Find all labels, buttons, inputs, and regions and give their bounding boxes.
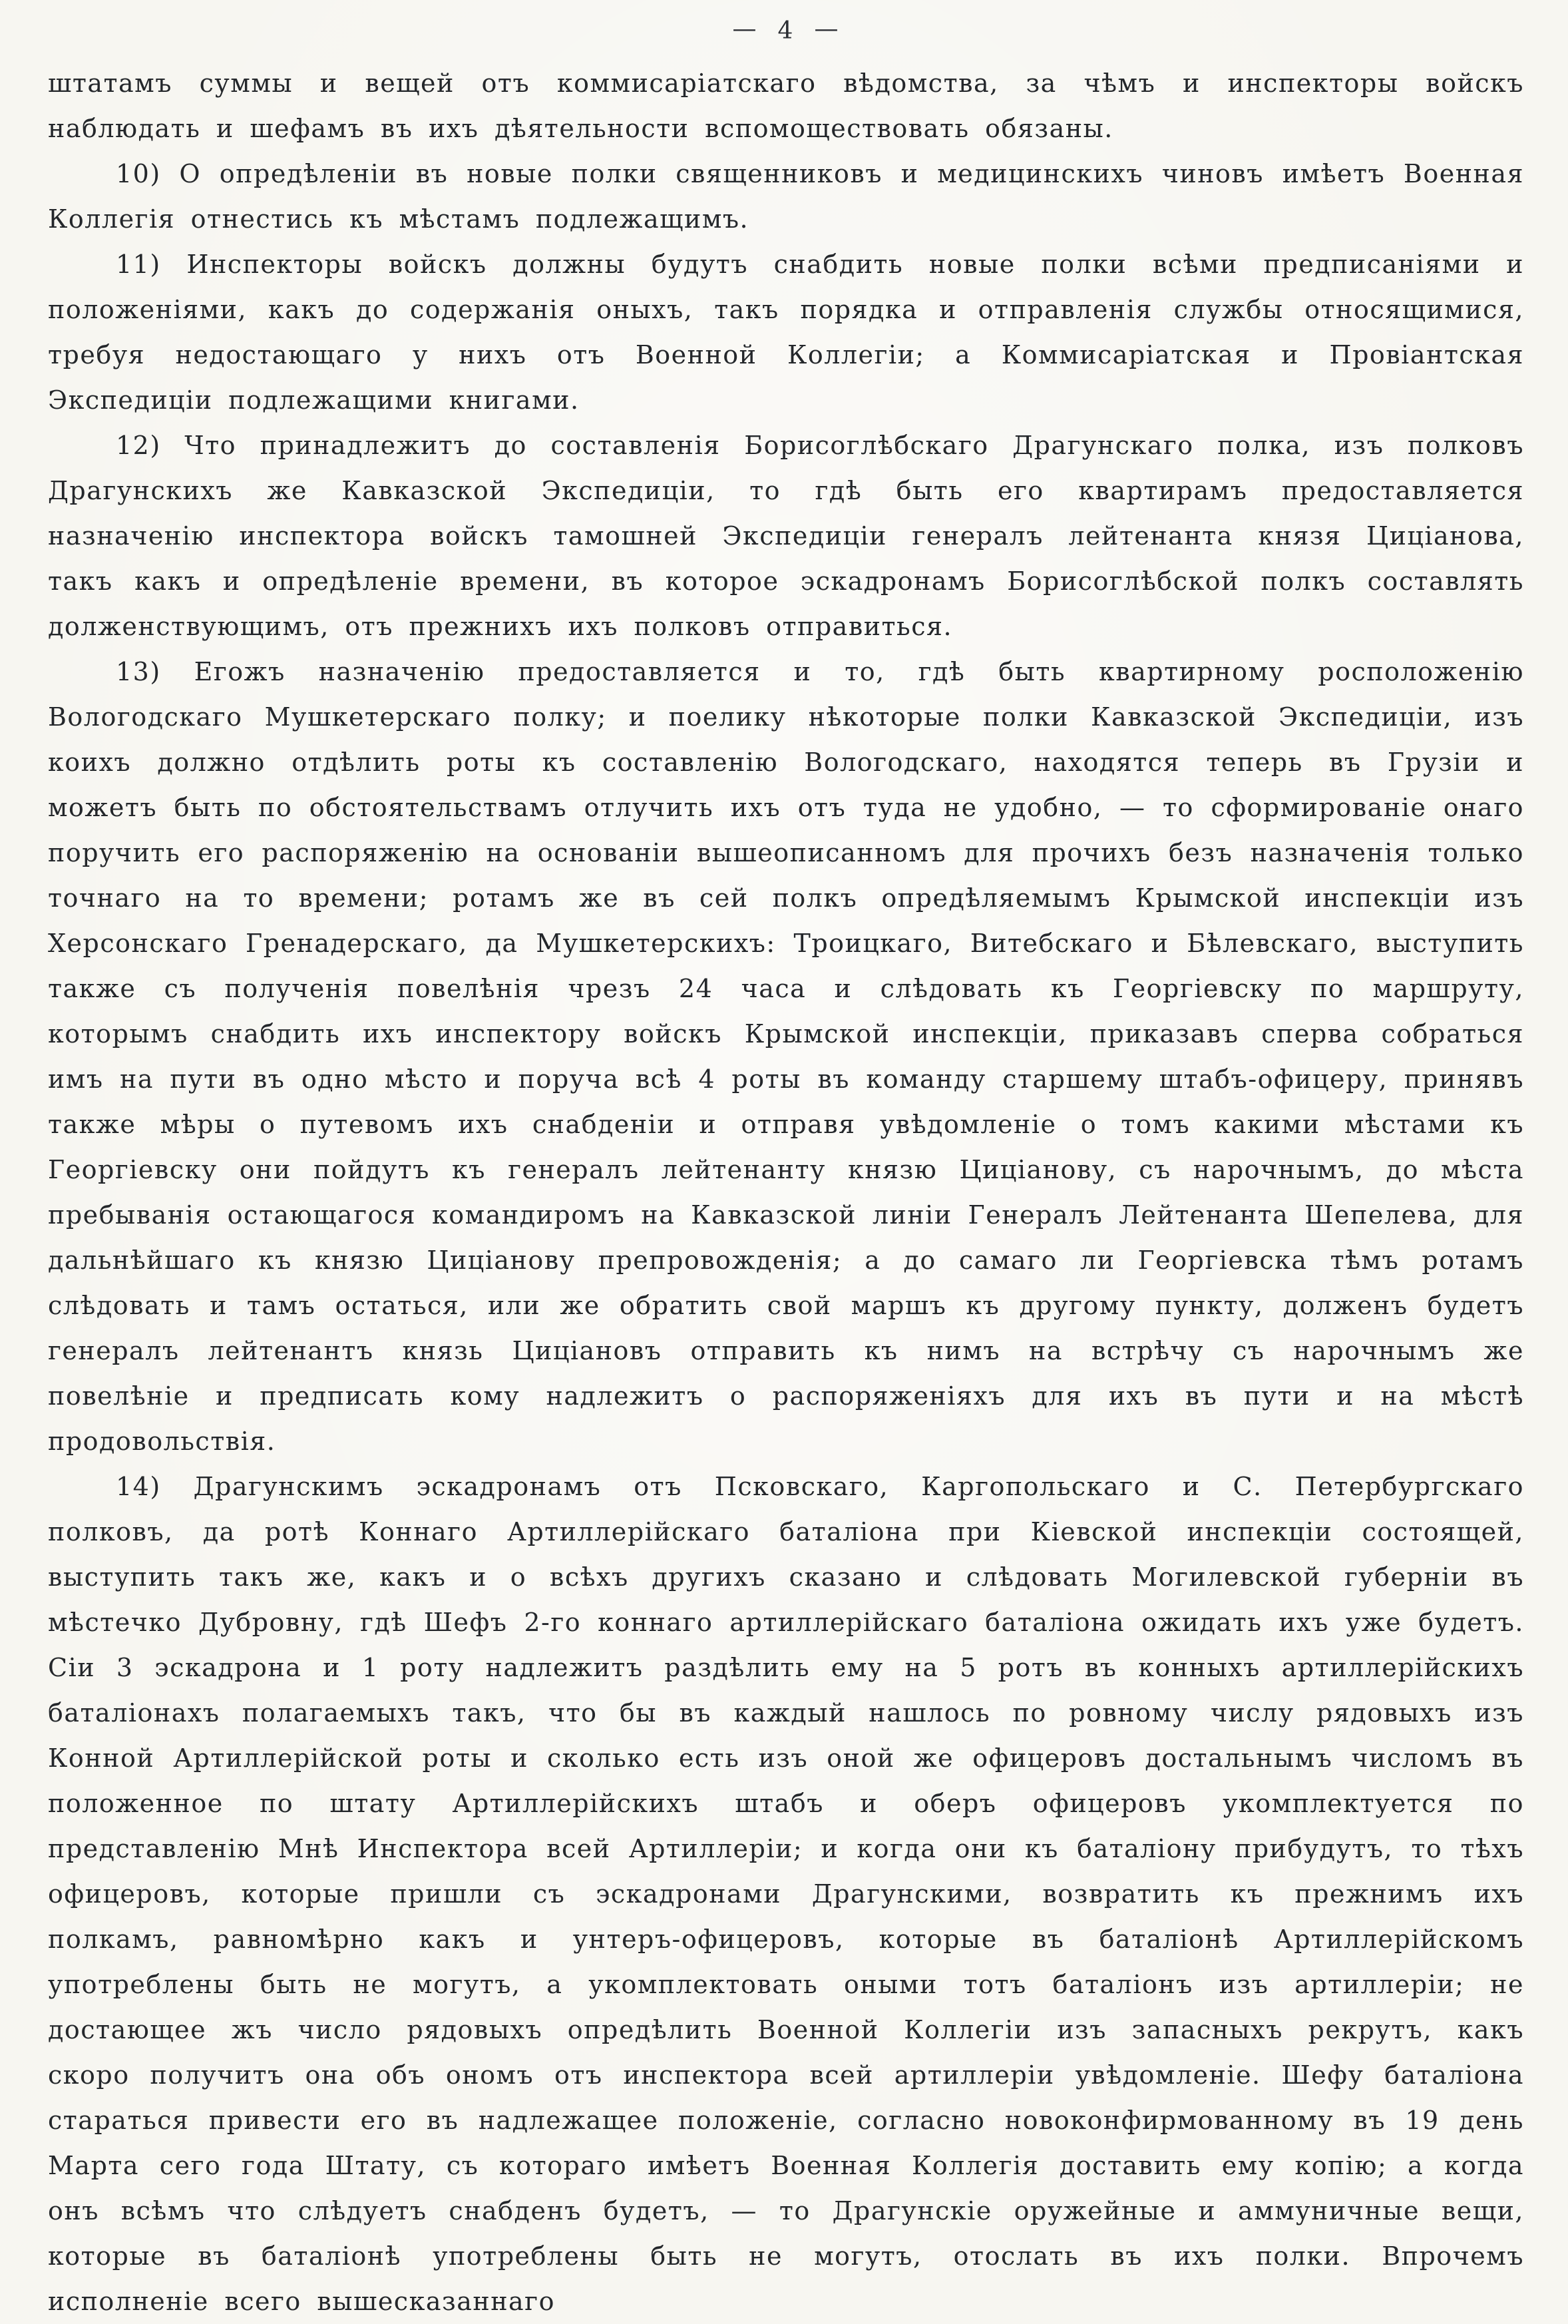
paragraph-item-14: 14) Драгунскимъ эскадронамъ отъ Псковскаго, Каргопольскаго и С. Петербургскаго полковъ, да ротѣ Коннаго Артиллерійскаго баталіона при Кіевской инспекціи состоящей, выступить такъ же, какъ и о всѣхъ другихъ сказано и слѣдовать Могилевской губерніи въ мѣстечко Дубровну, гдѣ Шефъ 2-го коннаго артиллерійскаго баталіона ожидать ихъ уже будетъ. Сіи 3 эскадрона и 1 роту надлежитъ раздѣлить ему на 5 ротъ въ конныхъ артиллерійскихъ баталіонахъ полагаемыхъ такъ, что бы въ каждый нашлось по ровному числу рядовыхъ изъ Конной Артиллерійской роты и сколько есть изъ оной же офицеровъ достальнымъ числомъ въ положенное по штату Артиллерійскихъ штабъ и оберъ офицеровъ укомплектуется по представленію Мнѣ Инспектора всей Артиллеріи; и когда они къ баталіону прибудутъ, то тѣхъ офицеровъ, которые пришли съ эскадронами Драгунскими, возвратить къ прежнимъ ихъ полкамъ, равномѣрно какъ и унтеръ-офицеровъ, которые въ баталіонѣ Артиллерійскомъ употреблены быть не могутъ, а укомплектовать оными тотъ баталіонъ изъ артиллеріи; не достающее жъ число рядовыхъ опредѣлить Военной Коллегіи изъ запасныхъ рекрутъ, какъ скоро получитъ она объ ономъ отъ инспектора всей артиллеріи увѣдомленіе. Шефу баталіона стараться привести его въ надлежащее положеніе, согласно новоконфирмованному въ 19 день Марта сего года Штату, съ котораго имѣетъ Военная Коллегія доставить ему копію; а когда онъ всѣмъ что слѣдуетъ снабденъ будетъ, — то Драгунскіе оружейные и аммуничные вещи, которые въ баталіонѣ употреблены быть не могутъ, отослать въ ихъ полки. Впрочемъ исполненіе всего вышесказаннаго xyxy=(48,1472,1524,2316)
page-body xyxy=(48,61,1524,2324)
page-header xyxy=(48,17,1524,45)
paragraph-item-13: 13) Егожъ назначенію предоставляется и то, гдѣ быть квартирному росположенію Вологодскаго Мушкетерскаго полку; и поелику нѣкоторые полки Кавказской Экспедиціи, изъ коихъ должно отдѣлить роты къ составленію Вологодскаго, находятся теперь въ Грузіи и можетъ быть по обстоятельствамъ отлучить ихъ отъ туда не удобно, — то сформированіе онаго поручить его распоряженію на основаніи вышеописанномъ для прочихъ безъ назначенія только точнаго на то времени; ротамъ же въ сей полкъ опредѣляемымъ Крымской инспекціи изъ Херсонскаго Гренадерскаго, да Мушкетерскихъ: Троицкаго, Витебскаго и Бѣлевскаго, выступить также съ полученія повелѣнія чрезъ 24 часа и слѣдовать къ Георгіевску по маршруту, которымъ снабдить ихъ инспектору войскъ Крымской инспекціи, приказавъ сперва собраться имъ на пути въ одно мѣсто и поруча всѣ 4 роты въ команду старшему штабъ-офицеру, принявъ также мѣры о путевомъ ихъ снабденіи и отправя увѣдомленіе о томъ какими мѣстами къ Георгіевску они пойдутъ къ генералъ лейтенанту князю Циціанову, съ нарочнымъ, до мѣста пребыванія остающагося командиромъ на Кавказской линіи Генералъ Лейтенанта Шепелева, для дальнѣйшаго къ князю Циціанову препровожденія; а до самаго ли Георгіевска тѣмъ ротамъ слѣдовать и тамъ остаться, или же обратить свой маршъ къ другому пункту, долженъ будетъ генералъ лейтенантъ князь Циціановъ отправить къ нимъ на встрѣчу съ нарочнымъ же повелѣніе и предписать кому надлежитъ о распоряженіяхъ для ихъ въ пути и на мѣстѣ продовольствія. xyxy=(48,657,1524,1456)
page-number: 4 xyxy=(777,17,795,45)
paragraph-item-12: 12) Что принадлежитъ до составленія Борисоглѣбскаго Драгунскаго полка, изъ полковъ Драгунскихъ же Кавказской Экспедиціи, то гдѣ быть его квартирамъ предоставляется назначенію инспектора войскъ тамошней Экспедиціи генералъ лейтенанта князя Циціанова, такъ какъ и опредѣленіе времени, въ которое эскадронамъ Борисоглѣбской полкъ составлять долженствующимъ, отъ прежнихъ ихъ полковъ отправиться. xyxy=(48,431,1524,641)
page-number-dash-right: — xyxy=(814,15,840,43)
paragraph-item-11: 11) Инспекторы войскъ должны будутъ снабдить новые полки всѣми предписаніями и положеніями, какъ до содержанія оныхъ, такъ порядка и отправленія службы относящимися, требуя недостающаго у нихъ отъ Военной Коллегіи; а Коммисаріатская и Провіантская Экспедиціи подлежащими книгами. xyxy=(48,250,1524,415)
page-number-dash-left: — xyxy=(732,15,758,43)
paragraph-item-10: 10) О опредѣленіи въ новые полки священниковъ и медицинскихъ чиновъ имѣетъ Военная Коллегія отнестись къ мѣстамъ подлежащимъ. xyxy=(48,159,1524,234)
paragraph-continuation: штатамъ суммы и вещей отъ коммисаріатскаго вѣдомства, за чѣмъ и инспекторы войскъ наблюдать и шефамъ въ ихъ дѣятельности вспомоществовать обязаны. xyxy=(48,69,1524,143)
